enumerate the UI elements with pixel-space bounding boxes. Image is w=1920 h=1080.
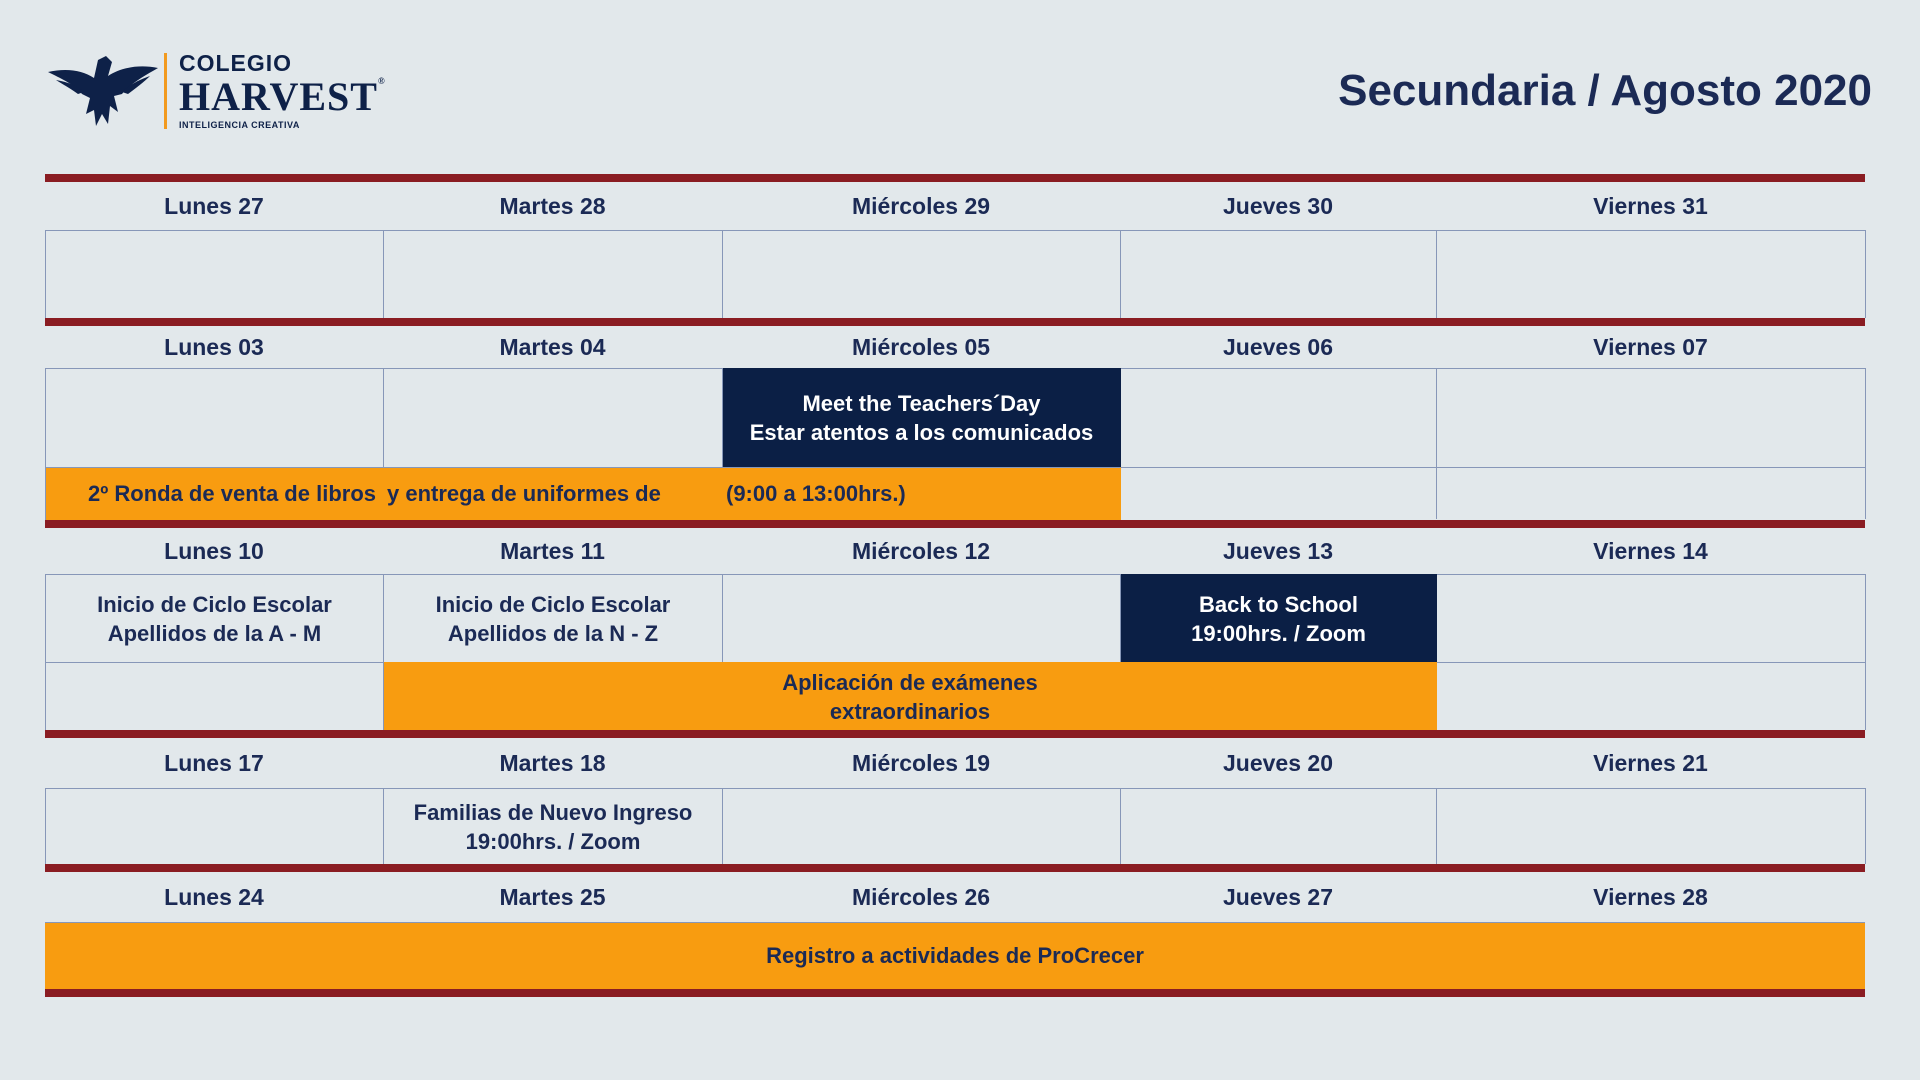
day-label: Viernes 31 (1593, 192, 1708, 219)
logo-tagline: INTELIGENCIA CREATIVA (179, 120, 300, 130)
day-label: Lunes 17 (164, 749, 264, 776)
event-back-to-school (1121, 574, 1437, 662)
day-label: Martes 11 (500, 537, 605, 564)
day-label: Martes 04 (499, 333, 606, 360)
day-cell (723, 230, 1121, 318)
week-cells (45, 230, 1865, 318)
day-label: Viernes 21 (1593, 749, 1708, 776)
day-cell (384, 230, 723, 318)
day-label: Lunes 27 (164, 192, 264, 219)
page-title: Secundaria / Agosto 2020 (1338, 66, 1872, 115)
week-header (45, 872, 1865, 922)
event-extra-exams (384, 662, 1437, 730)
event-line: extraordinarios (829, 698, 991, 724)
eagle-icon (48, 54, 158, 128)
event-line: Back to School (1199, 591, 1358, 617)
week-divider-bar (45, 730, 1865, 738)
day-label: Lunes 03 (164, 333, 264, 360)
week-divider-bar (45, 520, 1865, 528)
week-header (45, 326, 1865, 368)
day-cell (1437, 230, 1866, 318)
event-line: Inicio de Ciclo Escolar (435, 591, 671, 617)
logo-divider (164, 53, 167, 129)
day-cell (46, 662, 384, 730)
day-cell (384, 368, 723, 467)
day-label: Martes 28 (499, 192, 606, 219)
day-label: Lunes 24 (164, 883, 264, 910)
event-line: y entrega de uniformes de (387, 481, 661, 506)
day-label: Miércoles 29 (851, 192, 991, 219)
day-label: Lunes 10 (164, 537, 264, 564)
day-label: Miércoles 12 (851, 537, 991, 564)
event-line: Familias de Nuevo Ingreso (413, 799, 693, 825)
event-book-sale (46, 467, 1121, 520)
event-line: 2º Ronda de venta de libros (88, 481, 376, 506)
event-line: Apellidos de la A - M (107, 620, 322, 646)
week-header (45, 182, 1865, 230)
day-cell (1121, 467, 1437, 519)
day-label: Jueves 06 (1223, 333, 1333, 360)
week-divider-bar (45, 864, 1865, 872)
day-cell (723, 788, 1121, 864)
day-cell (1437, 368, 1866, 467)
week-cells-row2 (45, 662, 1865, 730)
day-cell (1437, 788, 1866, 864)
day-label: Jueves 13 (1223, 537, 1333, 564)
school-logo (48, 52, 386, 130)
event-line: 19:00hrs. / Zoom (465, 828, 641, 854)
week-header (45, 528, 1865, 574)
day-label: Viernes 28 (1593, 883, 1708, 910)
event-line: Meet the Teachers´Day (802, 391, 1041, 416)
week-cells (45, 788, 1865, 864)
day-label: Viernes 14 (1593, 537, 1708, 564)
event-start-n-z (384, 574, 723, 662)
week-divider-bar (45, 174, 1865, 182)
event-start-a-m (46, 574, 384, 662)
day-label: Martes 18 (499, 749, 606, 776)
day-cell (1437, 662, 1866, 730)
day-label: Viernes 07 (1593, 333, 1708, 360)
day-cell (1121, 788, 1437, 864)
day-cell (1121, 230, 1437, 318)
registered-mark: ® (377, 76, 386, 86)
logo-main-text (179, 74, 386, 119)
day-label: Miércoles 19 (851, 749, 991, 776)
day-label: Jueves 27 (1223, 883, 1333, 910)
day-label: Jueves 20 (1223, 749, 1333, 776)
day-cell (1437, 574, 1866, 662)
event-line: Inicio de Ciclo Escolar (97, 591, 332, 617)
day-label: Martes 25 (499, 883, 606, 910)
week-divider-bar (45, 318, 1865, 326)
event-line: (9:00 a 13:00hrs.) (726, 481, 906, 506)
event-meet-teachers (723, 368, 1121, 467)
day-label: Miércoles 26 (851, 883, 991, 910)
event-new-families (384, 788, 723, 864)
week-cells-row2 (45, 467, 1865, 520)
event-line: Apellidos de la N - Z (447, 620, 659, 646)
day-cell (46, 230, 384, 318)
logo-name: HARVEST (179, 74, 378, 119)
event-line: Aplicación de exámenes (782, 669, 1038, 695)
day-cell (723, 574, 1121, 662)
event-line: Estar atentos a los comunicados (749, 420, 1094, 445)
logo-text (179, 52, 386, 130)
week-cells (45, 368, 1865, 467)
day-cell (1437, 467, 1866, 519)
week-divider-bar (45, 989, 1865, 997)
day-cell (1121, 368, 1437, 467)
day-cell (46, 368, 384, 467)
day-cell (46, 788, 384, 864)
week-cells (45, 574, 1865, 662)
day-label: Miércoles 05 (851, 333, 991, 360)
event-procrecer: Registro a actividades de ProCrecer (45, 922, 1865, 989)
week-header (45, 738, 1865, 788)
logo-top-text: COLEGIO (179, 50, 293, 76)
calendar (45, 174, 1865, 997)
event-line: 19:00hrs. / Zoom (1191, 620, 1366, 646)
day-label: Jueves 30 (1223, 192, 1333, 219)
